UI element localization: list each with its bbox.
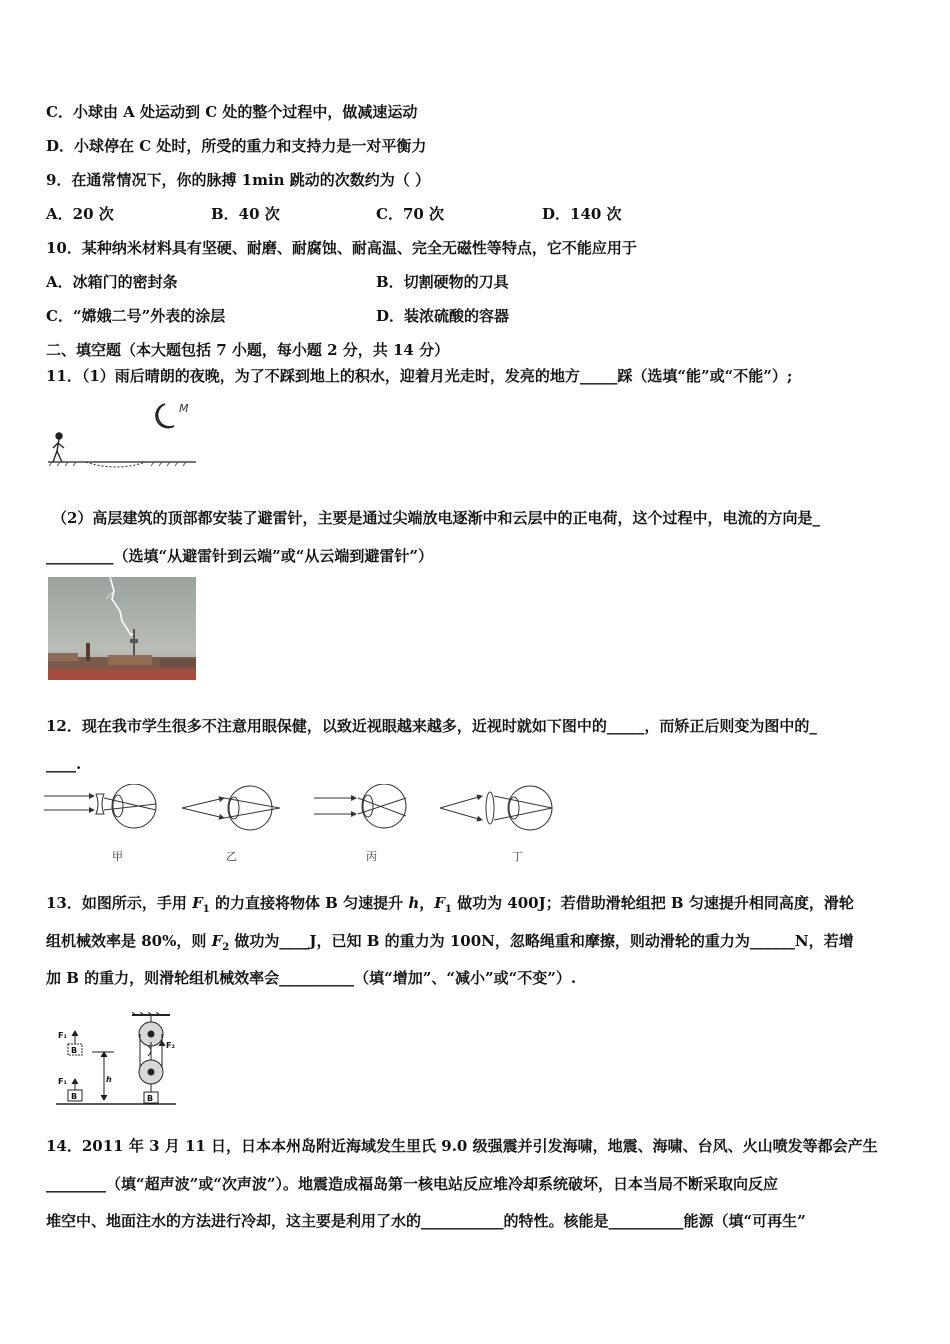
walking-person-icon [53, 433, 64, 462]
q13-line2 [46, 931, 854, 958]
q10-stem: 10．某种纳米材料具有坚硬、耐磨、耐腐蚀、耐高温、完全无磁性等特点，它不能应用于 [46, 239, 637, 257]
moon-icon [156, 404, 174, 428]
f2-subscript: 2 [222, 942, 230, 953]
q11-part2-line1: （2）高层建筑的顶部都安装了避雷针，主要是通过尖端放电逐渐中和云层中的正电荷，这个过程中，电流的方向是_ [52, 509, 820, 527]
moon-label: M [179, 402, 189, 415]
label-yi: 乙 [226, 850, 237, 863]
q9-stem: 9．在通常情况下，你的脉搏 1min 跳动的次数约为（ ） [46, 171, 431, 189]
f1-label-bottom: F₁ [58, 1077, 67, 1086]
q9-option-b: B．40 次 [211, 205, 280, 223]
f1-subscript: 1 [202, 904, 210, 915]
q14-line3: 堆空中、地面注水的方法进行冷却，这主要是利用了水的___________的特性。核能是__________能源（填“可再生” [46, 1212, 806, 1230]
q9-option-c: C．70 次 [376, 205, 445, 223]
q12-line2: ____. [46, 755, 82, 773]
q11-part1: 11．（1）雨后晴朗的夜晚，为了不踩到地上的积水，迎着月光走时，发亮的地方_____踩（选填“能”或“不能”）; [46, 367, 793, 385]
eye-diagram-yi [182, 786, 280, 830]
eye-diagram-ding [440, 786, 552, 830]
q13-line1-post: 做功为 400J；若借助滑轮组把 B 匀速提升相同高度，滑轮 [451, 894, 854, 912]
q8-option-c: C．小球由 A 处运动到 C 处的整个过程中，做减速运动 [46, 103, 418, 121]
q13-line1 [46, 893, 854, 920]
pulley-figure [52, 1012, 182, 1108]
q13-line1-pre: 13．如图所示，手用 [46, 894, 193, 912]
label-jia: 甲 [112, 850, 123, 863]
q8-option-d: D．小球停在 C 处时，所受的重力和支持力是一对平衡力 [46, 137, 427, 155]
b-label-top: B [71, 1046, 78, 1055]
puddle-icon [86, 462, 146, 467]
q13-line3: 加 B 的重力，则滑轮组机械效率会__________（填“增加”、“减小”或“不变”）. [46, 969, 577, 987]
f1-label-top: F₁ [58, 1031, 67, 1040]
q13-line2-post: 做功为____J，已知 B 的重力为 100N，忽略绳重和摩擦，则动滑轮的重力为______N，若增 [229, 932, 854, 950]
lightning-rod-photo [48, 577, 196, 680]
b-label-pulley: B [147, 1094, 154, 1103]
moonlight-puddle-figure [44, 396, 204, 470]
q14-line2: ________（填“超声波”或“次声波”）。地震造成福岛第一核电站反应堆冷却系统破坏，日本当局不断采取向反应 [46, 1175, 779, 1193]
section-heading: 二、填空题（本大题包括 7 小题，每小题 2 分，共 14 分） [46, 341, 450, 359]
label-bing: 丙 [366, 850, 377, 863]
b-label-bottom: B [71, 1092, 78, 1101]
q13-line1-mid: 的力直接将物体 B 匀速提升 [209, 894, 409, 912]
q9-option-d: D．140 次 [542, 205, 622, 223]
direct-lift-diagram [68, 1031, 114, 1101]
q14-line1: 14．2011 年 3 月 11 日，日本本州岛附近海域发生里氏 9.0 级强震并引发海啸，地震、海啸、台风、火山喷发等都会产生 [46, 1137, 878, 1155]
label-ding: 丁 [512, 850, 523, 863]
q10-option-d: D．装浓硫酸的容器 [376, 307, 510, 325]
convex-lens-icon [486, 792, 494, 824]
q13-line2-pre: 组机械效率是 80%，则 [46, 932, 212, 950]
eye-diagram-bing [314, 784, 406, 828]
concave-lens-icon [96, 794, 104, 814]
q10-option-c: C．“嫦娥二号”外表的涂层 [46, 307, 226, 325]
h-symbol: h [408, 894, 420, 912]
f1-subscript-2: 1 [444, 904, 452, 915]
eye-diagram-jia [44, 784, 156, 828]
q13-line1-mid2: ， [419, 894, 435, 912]
f1-symbol-2: F [434, 894, 445, 912]
ground-hatching [49, 462, 186, 466]
q9-option-a: A．20 次 [46, 205, 114, 223]
f1-symbol: F [192, 894, 203, 912]
q11-part2-line2: _________（选填“从避雷针到云端”或“从云端到避雷针”） [46, 547, 434, 565]
q10-option-a: A．冰箱门的密封条 [46, 273, 178, 291]
q12-line1: 12．现在我市学生很多不注意用眼保健，以致近视眼越来越多，近视时就如下图中的_____，而矫正后则变为图中的_ [46, 717, 817, 735]
f2-symbol: F [211, 932, 223, 950]
q10-option-b: B．切割硬物的刀具 [376, 273, 509, 291]
eye-diagrams-figure [44, 784, 564, 866]
f2-label: F₂ [166, 1041, 175, 1050]
h-label: h [106, 1075, 112, 1084]
